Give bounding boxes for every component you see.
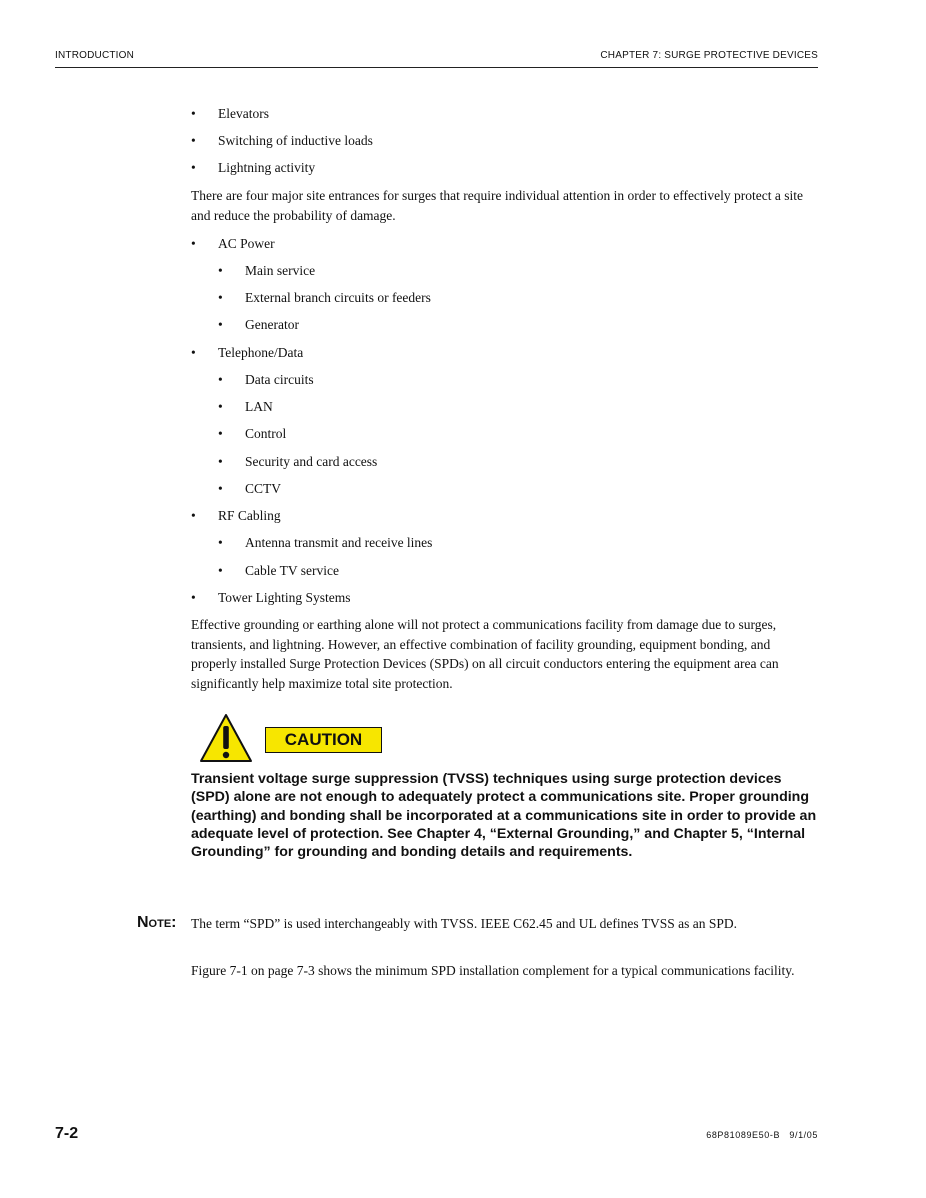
note-text: The term “SPD” is used interchangeably with TVSS. IEEE C62.45 and UL defines TVSS as an SPD. <box>191 916 738 931</box>
document-id: 68P81089E50-B 9/1/05 <box>706 1130 818 1140</box>
grounding-paragraph: Effective grounding or earthing alone will not protect a communications facility from damage due to surges, transients, and lightning. However, an effective combination of facility grounding, equipment bonding, and properly installed Surge Protection Devices (SPDs) on all circuit conductors entering the equipment area can significantly help maximize total site protection. <box>191 617 779 691</box>
sub-list-item: • Security and card access <box>218 454 378 469</box>
sub-list-item: • Main service <box>218 263 316 278</box>
note-label <box>137 914 177 932</box>
caution-text: Transient voltage surge suppression (TVSS) techniques using surge protection devices (SPD) alone are not enough to adequately protect a communications site. Proper grounding (earthing) and bonding shall be incorporated at a communications site in order to provide an adequate level of protection. See Chapter 4, “External Grounding,” and Chapter 5, “Internal Grounding” for grounding and bonding details and requirements. <box>191 771 817 861</box>
sub-list-item: • Generator <box>218 317 299 332</box>
running-header-right: CHAPTER 7: SURGE PROTECTIVE DEVICES <box>600 50 818 61</box>
header-rule <box>55 67 818 68</box>
running-header-left: INTRODUCTION <box>55 50 135 61</box>
list-item: • Tower Lighting Systems <box>191 590 351 605</box>
caution-label: CAUTION <box>265 727 382 753</box>
page-number: 7-2 <box>55 1125 79 1142</box>
list-item: • Telephone/Data <box>191 345 304 360</box>
sub-list-item: • Cable TV service <box>218 563 339 578</box>
list-item: • Lightning activity <box>191 160 316 175</box>
sub-list-item: • Data circuits <box>218 372 314 387</box>
warning-triangle-icon <box>199 713 253 768</box>
sub-list-item: • External branch circuits or feeders <box>218 290 431 305</box>
list-item: • Switching of inductive loads <box>191 133 373 148</box>
sub-list-item: • Control <box>218 426 287 441</box>
note-label-text: Note: <box>137 914 177 931</box>
list-item: • Elevators <box>191 106 269 121</box>
sub-list-item: • CCTV <box>218 481 282 496</box>
sub-list-item: • Antenna transmit and receive lines <box>218 535 433 550</box>
sub-list-item: • LAN <box>218 399 273 414</box>
list-item: • RF Cabling <box>191 508 281 523</box>
list-item: • AC Power <box>191 236 275 251</box>
intro-paragraph: There are four major site entrances for surges that require individual attention in order to effectively protect a site and reduce the probability of damage. <box>191 188 804 223</box>
figure-reference-paragraph: Figure 7-1 on page 7-3 shows the minimum SPD installation complement for a typical communications facility. <box>191 963 795 978</box>
